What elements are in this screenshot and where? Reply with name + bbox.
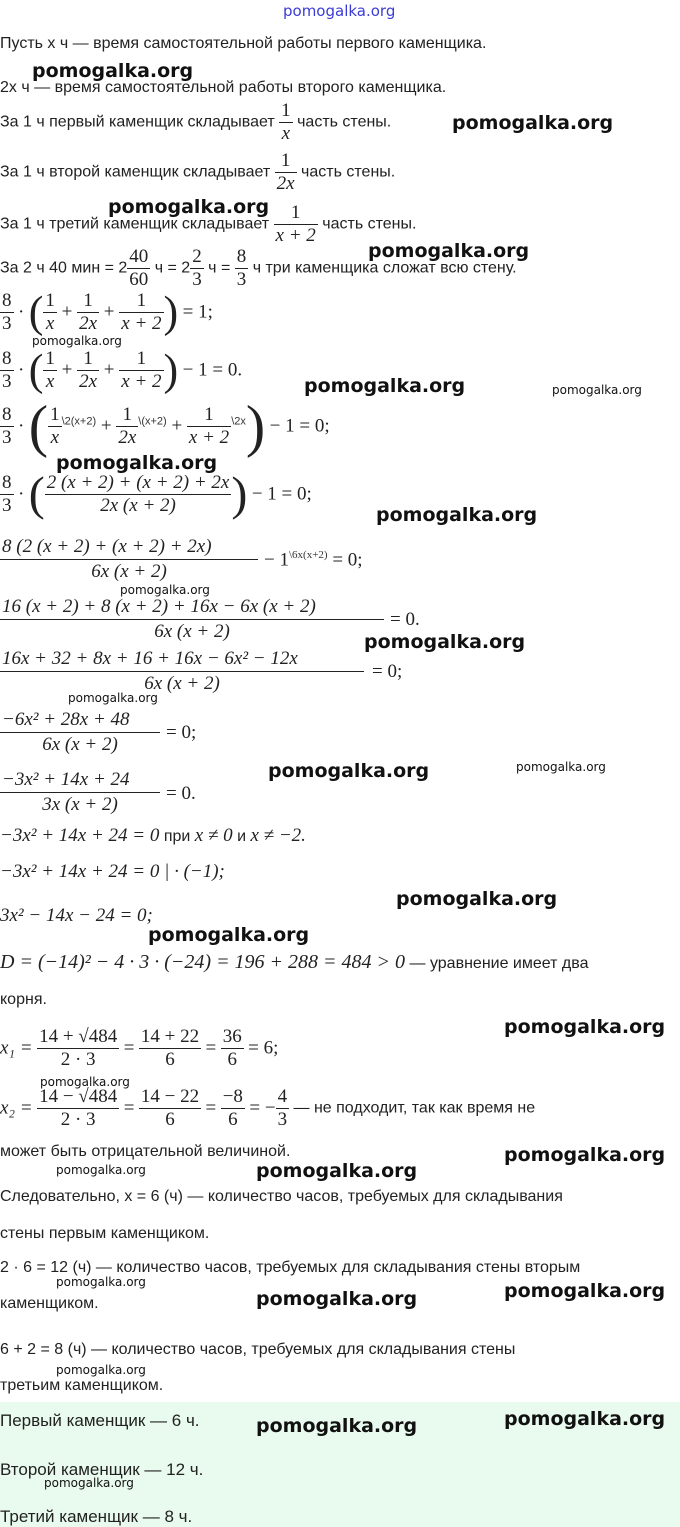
watermark: pomogalka.org [504, 1016, 666, 1038]
line-3-tail: часть стены. [297, 113, 392, 131]
line-6-text-c: ч = [208, 259, 231, 277]
equation-9-tail: = 0. [166, 783, 196, 804]
sup-2x: \2x [231, 415, 246, 428]
frac-1-x2: $\frac{1}{x + 2}$ [121, 290, 162, 334]
conclusion-1b: стены первым каменщиком. [0, 1225, 210, 1242]
equation-6-tail: = 0. [390, 609, 420, 630]
frac-1-x: $\frac{1}{x}$ [281, 100, 291, 144]
root-x1: x₁ = $\frac{14 + √484}{2 \cdot 3}$ = $\frac{14 + 22}{6}$ = $\frac{36}{6}$ = 6; [0, 1026, 279, 1070]
frac-x1-b: $\frac{14 + 22}{6}$ [140, 1026, 200, 1070]
watermark: pomogalka.org [68, 691, 158, 705]
watermark: pomogalka.org [56, 1275, 146, 1289]
watermark: pomogalka.org [32, 334, 122, 348]
conclusion-3b: третьим каменщиком. [0, 1377, 164, 1394]
site-header-link[interactable]: pomogalka.org [283, 2, 396, 20]
line-4-text: За 1 ч второй каменщик складывает [0, 163, 271, 181]
discriminant-line: D = (−14)² − 4 · 3 · (−24) = 196 + 288 = 484 > 0 — уравнение имеет два [0, 951, 589, 973]
dot: · [17, 301, 25, 323]
watermark: pomogalka.org [504, 1280, 666, 1302]
equation-3: $\frac{8}{3}$ · ( $\frac{1}{x}$ $^{\backslash 2(x+2)}$ + $\frac{1}{2x}$ $^{\backslash(x+2)}$ + $\frac{1}{x + 2}$ $^{\backslash 2x}$) − 1 = 0; [2, 393, 330, 459]
conclusion-1: Следовательно, x = 6 (ч) — количество часов, требуемых для складывания [0, 1188, 563, 1205]
conclusion-3: 6 + 2 = 8 (ч) — количество часов, требуемых для складывания стены [0, 1341, 516, 1358]
line-6-text-b: ч = 2 [154, 259, 191, 277]
watermark: pomogalka.org [32, 60, 194, 82]
watermark: pomogalka.org [56, 1363, 146, 1377]
frac-8-3: $\frac{8}{3}$ [2, 290, 12, 334]
frac-x1-c: $\frac{36}{6}$ [222, 1026, 242, 1070]
watermark: pomogalka.org [44, 1476, 134, 1490]
watermark: pomogalka.org [256, 1160, 418, 1182]
frac-1-x: $\frac{1}{x}$ [45, 348, 55, 392]
watermark: pomogalka.org [148, 924, 310, 946]
line-1: Пусть x ч — время самостоятельной работы первого каменщика. [0, 35, 487, 52]
watermark: pomogalka.org [552, 383, 642, 397]
watermark: pomogalka.org [56, 452, 218, 474]
frac-2-3: $\frac{2}{3}$ [192, 246, 202, 290]
equation-12: 3x² − 14x − 24 = 0; [0, 905, 153, 926]
answer-2: Второй каменщик — 12 ч. [0, 1460, 204, 1479]
watermark: pomogalka.org [364, 631, 526, 653]
watermark: pomogalka.org [376, 504, 538, 526]
equation-4: $\frac{8}{3}$ · ( $\frac{2 (x + 2) + (x + 2) + 2x}{2x (x + 2)}$ ) − 1 = 0; [2, 467, 312, 521]
equation-5-fraction: $\frac{8 (2 (x + 2) + (x + 2) + 2x)}{6x (x + 2)}$ [0, 536, 258, 583]
watermark: pomogalka.org [504, 1408, 666, 1430]
frac-sum-over-2x: $\frac{2 (x + 2) + (x + 2) + 2x}{2x (x + 2)}$ [46, 472, 230, 516]
watermark: pomogalka.org [268, 760, 430, 782]
watermark: pomogalka.org [516, 760, 606, 774]
line-6-text-a: За 2 ч 40 мин = 2 [0, 259, 128, 277]
equation-7-fraction: $\frac{\text{16x + 32 + 8x + 16 + 16x − 6x² − 12x}}{6x (x + 2)}$ [0, 648, 364, 695]
conclusion-2: 2 · 6 = 12 (ч) — количество часов, требуемых для складывания стены вторым [0, 1259, 581, 1276]
equation-7-tail: = 0; [372, 661, 403, 682]
equation-10: −3x² + 14x + 24 = 0 при x ≠ 0 и x ≠ −2. [0, 825, 306, 846]
sup-x2: \(x+2) [138, 415, 167, 428]
watermark: pomogalka.org [368, 240, 530, 262]
frac-8-3: $\frac{8}{3}$ [2, 404, 12, 448]
equation-3-tail: − 1 = 0; [269, 415, 330, 437]
equation-11: −3x² + 14x + 24 = 0 | · (−1); [0, 861, 225, 882]
frac-x2-d: $\frac{4}{3}$ [277, 1086, 288, 1130]
equation-4-tail: − 1 = 0; [251, 483, 312, 505]
frac-1-x: $\frac{1}{x}$ [50, 404, 60, 448]
root-x2: x₂ = $\frac{14 - √484}{2 \cdot 3}$ = $\frac{14 - 22}{6}$ = $\frac{-8}{6}$ = − $\frac{4}{3}$ — не подходит, так как время не [0, 1086, 536, 1130]
equation-8-fraction: $\frac{\text{−6x² + 28x + 48}}{6x (x + 2)}$ [0, 709, 160, 756]
frac-x2-b: $\frac{14 - 22}{6}$ [140, 1086, 200, 1130]
equation-2: $\frac{8}{3}$ · ( $\frac{1}{x}$ + $\frac{1}{2x}$ + $\frac{1}{x + 2}$ ) − 1 = 0. [2, 345, 243, 395]
frac-x1-a: $\frac{14 + √484}{2 \cdot 3}$ [39, 1026, 118, 1070]
equation-8-tail: = 0; [166, 722, 197, 743]
frac-1-x2: $\frac{1}{x + 2}$ [275, 202, 316, 246]
sup-2x2: \2(x+2) [61, 415, 97, 428]
equation-1-tail: = 1; [182, 301, 213, 323]
frac-8-3: $\frac{8}{3}$ [236, 246, 247, 290]
watermark: pomogalka.org [504, 1144, 666, 1166]
discriminant-line-2: корня. [0, 991, 47, 1008]
frac-x2-a: $\frac{14 - √484}{2 \cdot 3}$ [39, 1086, 118, 1130]
line-3-text: За 1 ч первый каменщик складывает [0, 113, 275, 131]
frac-1-2x: $\frac{1}{2x}$ [118, 404, 137, 448]
watermark: pomogalka.org [396, 888, 558, 910]
line-3 [0, 100, 391, 144]
frac-1-x2: $\frac{1}{x + 2}$ [188, 404, 230, 448]
frac-1-2x: $\frac{1}{2x}$ [79, 348, 98, 392]
frac-x2-c: $\frac{-8}{6}$ [222, 1086, 243, 1130]
line-4-tail: часть стены. [301, 163, 396, 181]
frac-8-3: $\frac{8}{3}$ [2, 348, 12, 392]
watermark: pomogalka.org [108, 196, 270, 218]
frac-1-x2: $\frac{1}{x + 2}$ [121, 348, 162, 392]
watermark: pomogalka.org [256, 1288, 418, 1310]
line-4 [0, 150, 395, 194]
equation-5-tail: − $1^{\backslash 6x(x+2)} = 0$; [264, 549, 363, 571]
answer-1: Первый каменщик — 6 ч. [0, 1411, 200, 1430]
frac-1-2x: $\frac{1}{2x}$ [276, 150, 295, 194]
line-6-text-d: ч три каменщика сложат всю стену. [252, 259, 517, 277]
equation-6-fraction: $\frac{16 (x + 2) + 8 (x + 2) + 16x - 6x (x + 2)}{6x (x + 2)}$ [0, 596, 384, 643]
line-5-text: За 1 ч третий каменщик складывает [0, 215, 270, 233]
conclusion-2b: каменщиком. [0, 1295, 99, 1312]
watermark: pomogalka.org [40, 1075, 130, 1089]
watermark: pomogalka.org [56, 1163, 146, 1177]
frac-8-3: $\frac{8}{3}$ [2, 472, 12, 516]
line-2: 2x ч — время самостоятельной работы второго каменщика. [0, 79, 447, 96]
root-x2-note: может быть отрицательной величиной. [0, 1143, 291, 1160]
watermark: pomogalka.org [256, 1415, 418, 1437]
watermark: pomogalka.org [304, 375, 466, 397]
equation-9-fraction: $\frac{\text{−3x² + 14x + 24}}{3x (x + 2)}$ [0, 769, 160, 816]
watermark: pomogalka.org [120, 583, 210, 597]
frac-40-60: $\frac{40}{60}$ [129, 246, 149, 290]
frac-1-x: $\frac{1}{x}$ [45, 290, 55, 334]
answer-3: Третий каменщик — 8 ч. [0, 1507, 193, 1526]
line-5-tail: часть стены. [322, 215, 417, 233]
equation-2-tail: − 1 = 0. [182, 359, 243, 381]
frac-1-2x: $\frac{1}{2x}$ [79, 290, 98, 334]
watermark: pomogalka.org [452, 112, 614, 134]
equation-1: $\frac{8}{3}$ · ( $\frac{1}{x}$ + $\frac{1}{2x}$ + $\frac{1}{x + 2}$ ) = 1; [2, 287, 213, 337]
